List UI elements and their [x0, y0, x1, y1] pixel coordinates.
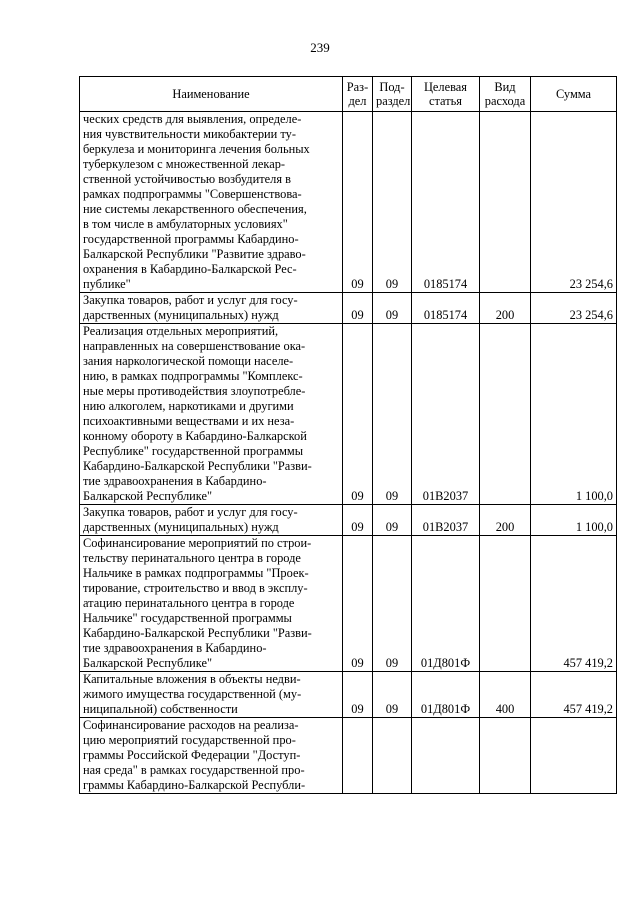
cell-podrazdel: 09 — [373, 536, 412, 672]
header-vid-line2: расхода — [484, 94, 526, 108]
header-podrazdel-line2: раздел — [376, 94, 411, 108]
cell-name-line: Балкарской Республике" — [83, 656, 213, 670]
cell-name-line: Кабардино-Балкарской Республики "Разви- — [83, 626, 312, 640]
cell-name-line: Республике" государственной программы — [83, 444, 304, 458]
cell-sum — [531, 718, 617, 794]
cell-sum: 457 419,2 — [531, 672, 617, 718]
cell-name-line: Закупка товаров, работ и услуг для госу- — [83, 505, 298, 519]
cell-name-line: конному обороту в Кабардино-Балкарской — [83, 429, 307, 443]
table-row — [80, 505, 617, 536]
header-name — [80, 77, 343, 112]
cell-name-line: ная среда" в рамках государственной про- — [83, 763, 305, 777]
cell-name-line: Капитальные вложения в объекты недви- — [83, 672, 301, 686]
cell-name-line: жимого имущества государственной (му- — [83, 687, 302, 701]
cell-name-line: тельству перинатального центра в городе — [83, 551, 301, 565]
table-row — [80, 718, 617, 794]
cell-vid: 200 — [480, 293, 531, 324]
cell-vid: 200 — [480, 505, 531, 536]
cell-name-line: Реализация отдельных мероприятий, — [83, 324, 279, 338]
cell-sum: 23 254,6 — [531, 112, 617, 293]
cell-target — [412, 718, 480, 794]
cell-sum: 23 254,6 — [531, 293, 617, 324]
cell-name-line: Софинансирование расходов на реализа- — [83, 718, 299, 732]
header-sum-text: Сумма — [555, 87, 592, 101]
cell-vid — [480, 536, 531, 672]
cell-name — [80, 505, 343, 536]
header-razdel — [343, 77, 373, 112]
table-row — [80, 324, 617, 505]
cell-name-line: атацию перинатального центра в городе — [83, 596, 295, 610]
table-row — [80, 672, 617, 718]
cell-name-line: дарственных (муниципальных) нужд — [83, 308, 279, 322]
cell-name-line: публике" — [83, 277, 131, 291]
cell-vid — [480, 112, 531, 293]
cell-podrazdel: 09 — [373, 112, 412, 293]
cell-name-line: туберкулезом с множественной лекар- — [83, 157, 286, 171]
cell-razdel: 09 — [343, 536, 373, 672]
cell-name-line: ные меры противодействия злоупотребле- — [83, 384, 306, 398]
cell-target: 01В2037 — [412, 324, 480, 505]
cell-name-line: граммы Российской Федерации "Доступ- — [83, 748, 301, 762]
cell-name-line: ческих средств для выявления, определе- — [83, 112, 302, 126]
cell-podrazdel: 09 — [373, 293, 412, 324]
page-number: 239 — [310, 40, 330, 55]
cell-podrazdel — [373, 718, 412, 794]
cell-target: 01В2037 — [412, 505, 480, 536]
cell-sum: 1 100,0 — [531, 505, 617, 536]
cell-razdel: 09 — [343, 112, 373, 293]
cell-name — [80, 324, 343, 505]
cell-name-line: Закупка товаров, работ и услуг для госу- — [83, 293, 298, 307]
cell-name-line: охранения в Кабардино-Балкарской Рес- — [83, 262, 297, 276]
cell-target: 01Д801Ф — [412, 672, 480, 718]
cell-name — [80, 112, 343, 293]
cell-name-line: направленных на совершенствование ока- — [83, 339, 306, 353]
cell-name-line: Софинансирование мероприятий по строи- — [83, 536, 312, 550]
cell-razdel — [343, 718, 373, 794]
header-razdel-line1: Раз- — [346, 80, 369, 94]
header-target-line1: Целевая — [423, 80, 468, 94]
header-sum — [531, 77, 617, 112]
cell-podrazdel: 09 — [373, 324, 412, 505]
budget-table — [79, 76, 617, 794]
header-target-line2: статья — [428, 94, 462, 108]
table-row — [80, 293, 617, 324]
cell-razdel: 09 — [343, 672, 373, 718]
table-header-row — [80, 77, 617, 112]
cell-vid — [480, 324, 531, 505]
cell-name-line: рамках подпрограммы "Совершенствова- — [83, 187, 302, 201]
cell-sum: 457 419,2 — [531, 536, 617, 672]
cell-name-line: ственной устойчивостью возбудителя в — [83, 172, 291, 186]
cell-name-line: нию алкоголем, наркотиками и другими — [83, 399, 294, 413]
cell-name-line: дарственных (муниципальных) нужд — [83, 520, 279, 534]
cell-target: 01Д801Ф — [412, 536, 480, 672]
cell-name-line: Балкарской Республики "Развитие здраво- — [83, 247, 306, 261]
header-name-text: Наименование — [172, 87, 250, 101]
cell-name-line: тирование, строительство и ввод в эксплу- — [83, 581, 308, 595]
cell-name-line: ниципальной) собственности — [83, 702, 238, 716]
cell-razdel: 09 — [343, 505, 373, 536]
cell-name-line: тие здравоохранения в Кабардино- — [83, 641, 267, 655]
cell-razdel: 09 — [343, 293, 373, 324]
cell-target: 0185174 — [412, 112, 480, 293]
cell-name-line: тие здравоохранения в Кабардино- — [83, 474, 267, 488]
cell-name-line: государственной программы Кабардино- — [83, 232, 299, 246]
cell-name-line: нию, в рамках подпрограммы "Комплекс- — [83, 369, 303, 383]
cell-name — [80, 536, 343, 672]
cell-sum: 1 100,0 — [531, 324, 617, 505]
header-target — [412, 77, 480, 112]
header-vid — [480, 77, 531, 112]
header-podrazdel — [373, 77, 412, 112]
cell-name — [80, 293, 343, 324]
cell-name — [80, 718, 343, 794]
cell-vid — [480, 718, 531, 794]
cell-name-line: зания наркологической помощи населе- — [83, 354, 294, 368]
cell-name-line: в том числе в амбулаторных условиях" — [83, 217, 288, 231]
cell-vid: 400 — [480, 672, 531, 718]
cell-name — [80, 672, 343, 718]
cell-name-line: граммы Кабардино-Балкарской Республи- — [83, 778, 306, 792]
cell-name-line: Нальчике" государственной программы — [83, 611, 292, 625]
cell-podrazdel: 09 — [373, 505, 412, 536]
header-razdel-line2: дел — [348, 94, 367, 108]
header-podrazdel-line1: Под- — [379, 80, 405, 94]
cell-razdel: 09 — [343, 324, 373, 505]
cell-name-line: беркулеза и мониторинга лечения больных — [83, 142, 310, 156]
cell-name-line: цию мероприятий государственной про- — [83, 733, 296, 747]
cell-name-line: ния чувствительности микобактерии ту- — [83, 127, 296, 141]
cell-target: 0185174 — [412, 293, 480, 324]
cell-name-line: Нальчике в рамках подпрограммы "Проек- — [83, 566, 309, 580]
cell-name-line: психоактивными веществами и их неза- — [83, 414, 295, 428]
cell-name-line: ние системы лекарственного обеспечения, — [83, 202, 307, 216]
cell-name-line: Балкарской Республике" — [83, 489, 213, 503]
cell-name-line: Кабардино-Балкарской Республики "Разви- — [83, 459, 312, 473]
header-vid-line1: Вид — [494, 80, 516, 94]
table-row — [80, 112, 617, 293]
table-row — [80, 536, 617, 672]
cell-podrazdel: 09 — [373, 672, 412, 718]
